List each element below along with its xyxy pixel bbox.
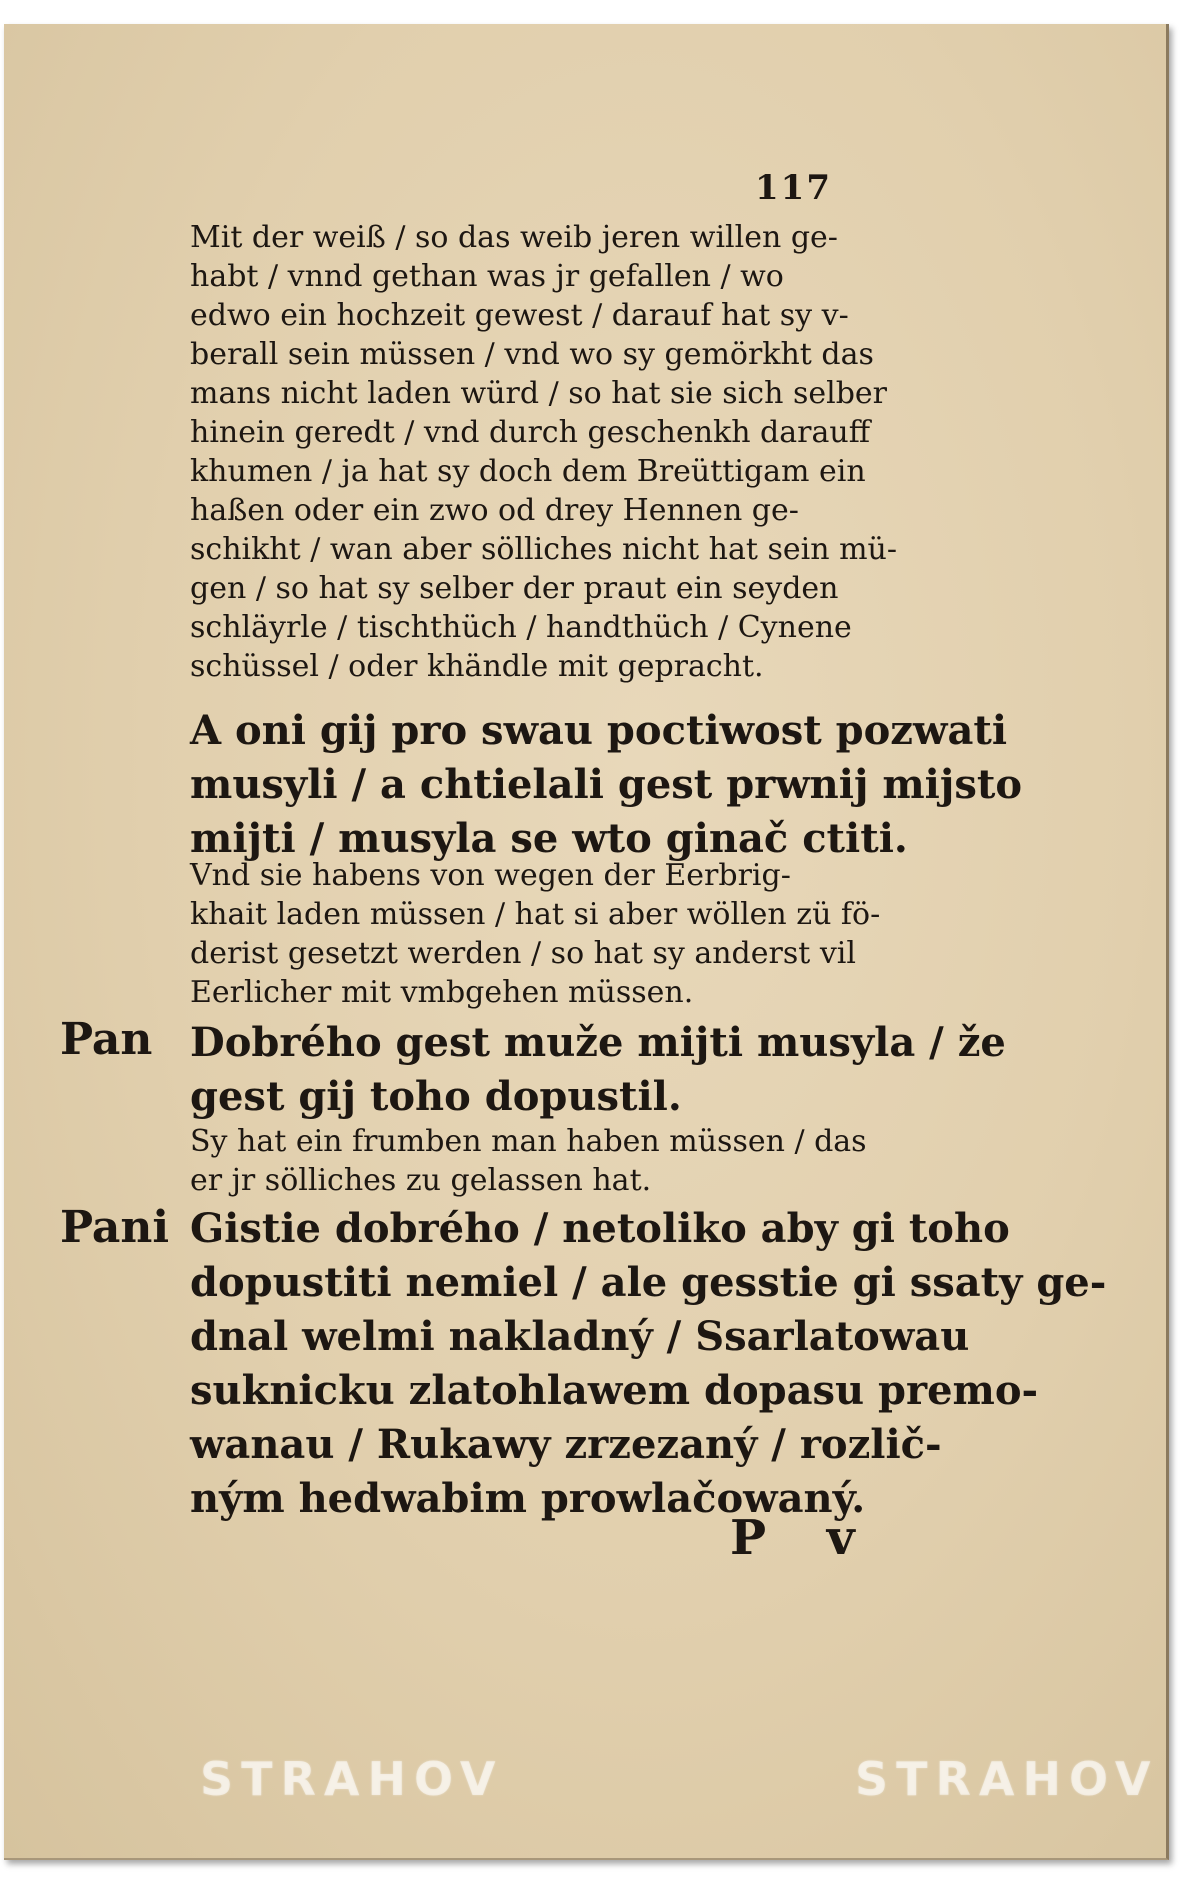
- text-line: A oni gij pro swau poctiwost pozwati: [190, 707, 1008, 754]
- text-line: schläyrle / tischthüch / handthüch / Cynene: [190, 610, 852, 645]
- text-line: khait laden müssen / hat si aber wöllen zü fö-: [190, 897, 881, 932]
- text-line: mijti / musyla se wto ginač ctiti.: [190, 815, 908, 862]
- text-line: wanau / Rukawy zrzezaný / rozlič-: [190, 1421, 942, 1468]
- text-line: Gistie dobrého / netoliko aby gi toho: [190, 1205, 1010, 1252]
- czech-paragraph-1: [190, 704, 1022, 866]
- text-line: Mit der weiß / so das weib jeren willen ge-: [190, 220, 838, 255]
- speaker-label-pani: Pani: [60, 1202, 170, 1253]
- page-number: 117: [755, 168, 832, 208]
- text-line: berall sein müssen / vnd wo sy gemörkht das: [190, 337, 874, 372]
- text-line: edwo ein hochzeit gewest / darauf hat sy v-: [190, 298, 849, 333]
- text-line: musyli / a chtielali gest prwnij mijsto: [190, 761, 1023, 808]
- text-line: schüssel / oder khändle mit gepracht.: [190, 649, 764, 684]
- signature-mark: P v: [730, 1510, 877, 1566]
- text-line: schikht / wan aber sölliches nicht hat sein mü-: [190, 532, 897, 567]
- text-line: Dobrého gest muže mijti musyla / že: [190, 1019, 1006, 1066]
- german-paragraph-3: [190, 1122, 867, 1200]
- text-line: Vnd sie habens von wegen der Eerbrig-: [190, 858, 791, 893]
- text-line: er jr sölliches zu gelassen hat.: [190, 1163, 652, 1198]
- text-line: gest gij toho dopustil.: [190, 1073, 682, 1120]
- czech-paragraph-3: [190, 1202, 1106, 1526]
- watermark-right: STRAHOV: [855, 1752, 1159, 1806]
- text-line: mans nicht laden würd / so hat sie sich selber: [190, 376, 888, 411]
- text-line: derist gesetzt werden / so hat sy anderst vil: [190, 936, 856, 971]
- text-line: khumen / ja hat sy doch dem Breüttigam ein: [190, 454, 866, 489]
- speaker-label-pan: Pan: [60, 1014, 153, 1065]
- text-line: suknicku zlatohlawem dopasu premo-: [190, 1367, 1039, 1414]
- text-line: hinein geredt / vnd durch geschenkh darauff: [190, 415, 871, 450]
- german-paragraph-2: [190, 856, 880, 1012]
- text-line: dopustiti nemiel / ale gesstie gi ssaty ge-: [190, 1259, 1107, 1306]
- text-line: dnal welmi nakladný / Ssarlatowau: [190, 1313, 970, 1360]
- german-paragraph-1: [190, 218, 897, 686]
- text-line: habt / vnnd gethan was jr gefallen / wo: [190, 259, 784, 294]
- text-line: Eerlicher mit vmbgehen müssen.: [190, 975, 694, 1010]
- czech-paragraph-2: [190, 1016, 1006, 1124]
- watermark-left: STRAHOV: [200, 1752, 504, 1806]
- text-line: ným hedwabim prowlačowaný.: [190, 1475, 866, 1522]
- text-line: haßen oder ein zwo od drey Hennen ge-: [190, 493, 799, 528]
- text-line: gen / so hat sy selber der praut ein seyden: [190, 571, 839, 606]
- text-line: Sy hat ein frumben man haben müssen / das: [190, 1124, 867, 1159]
